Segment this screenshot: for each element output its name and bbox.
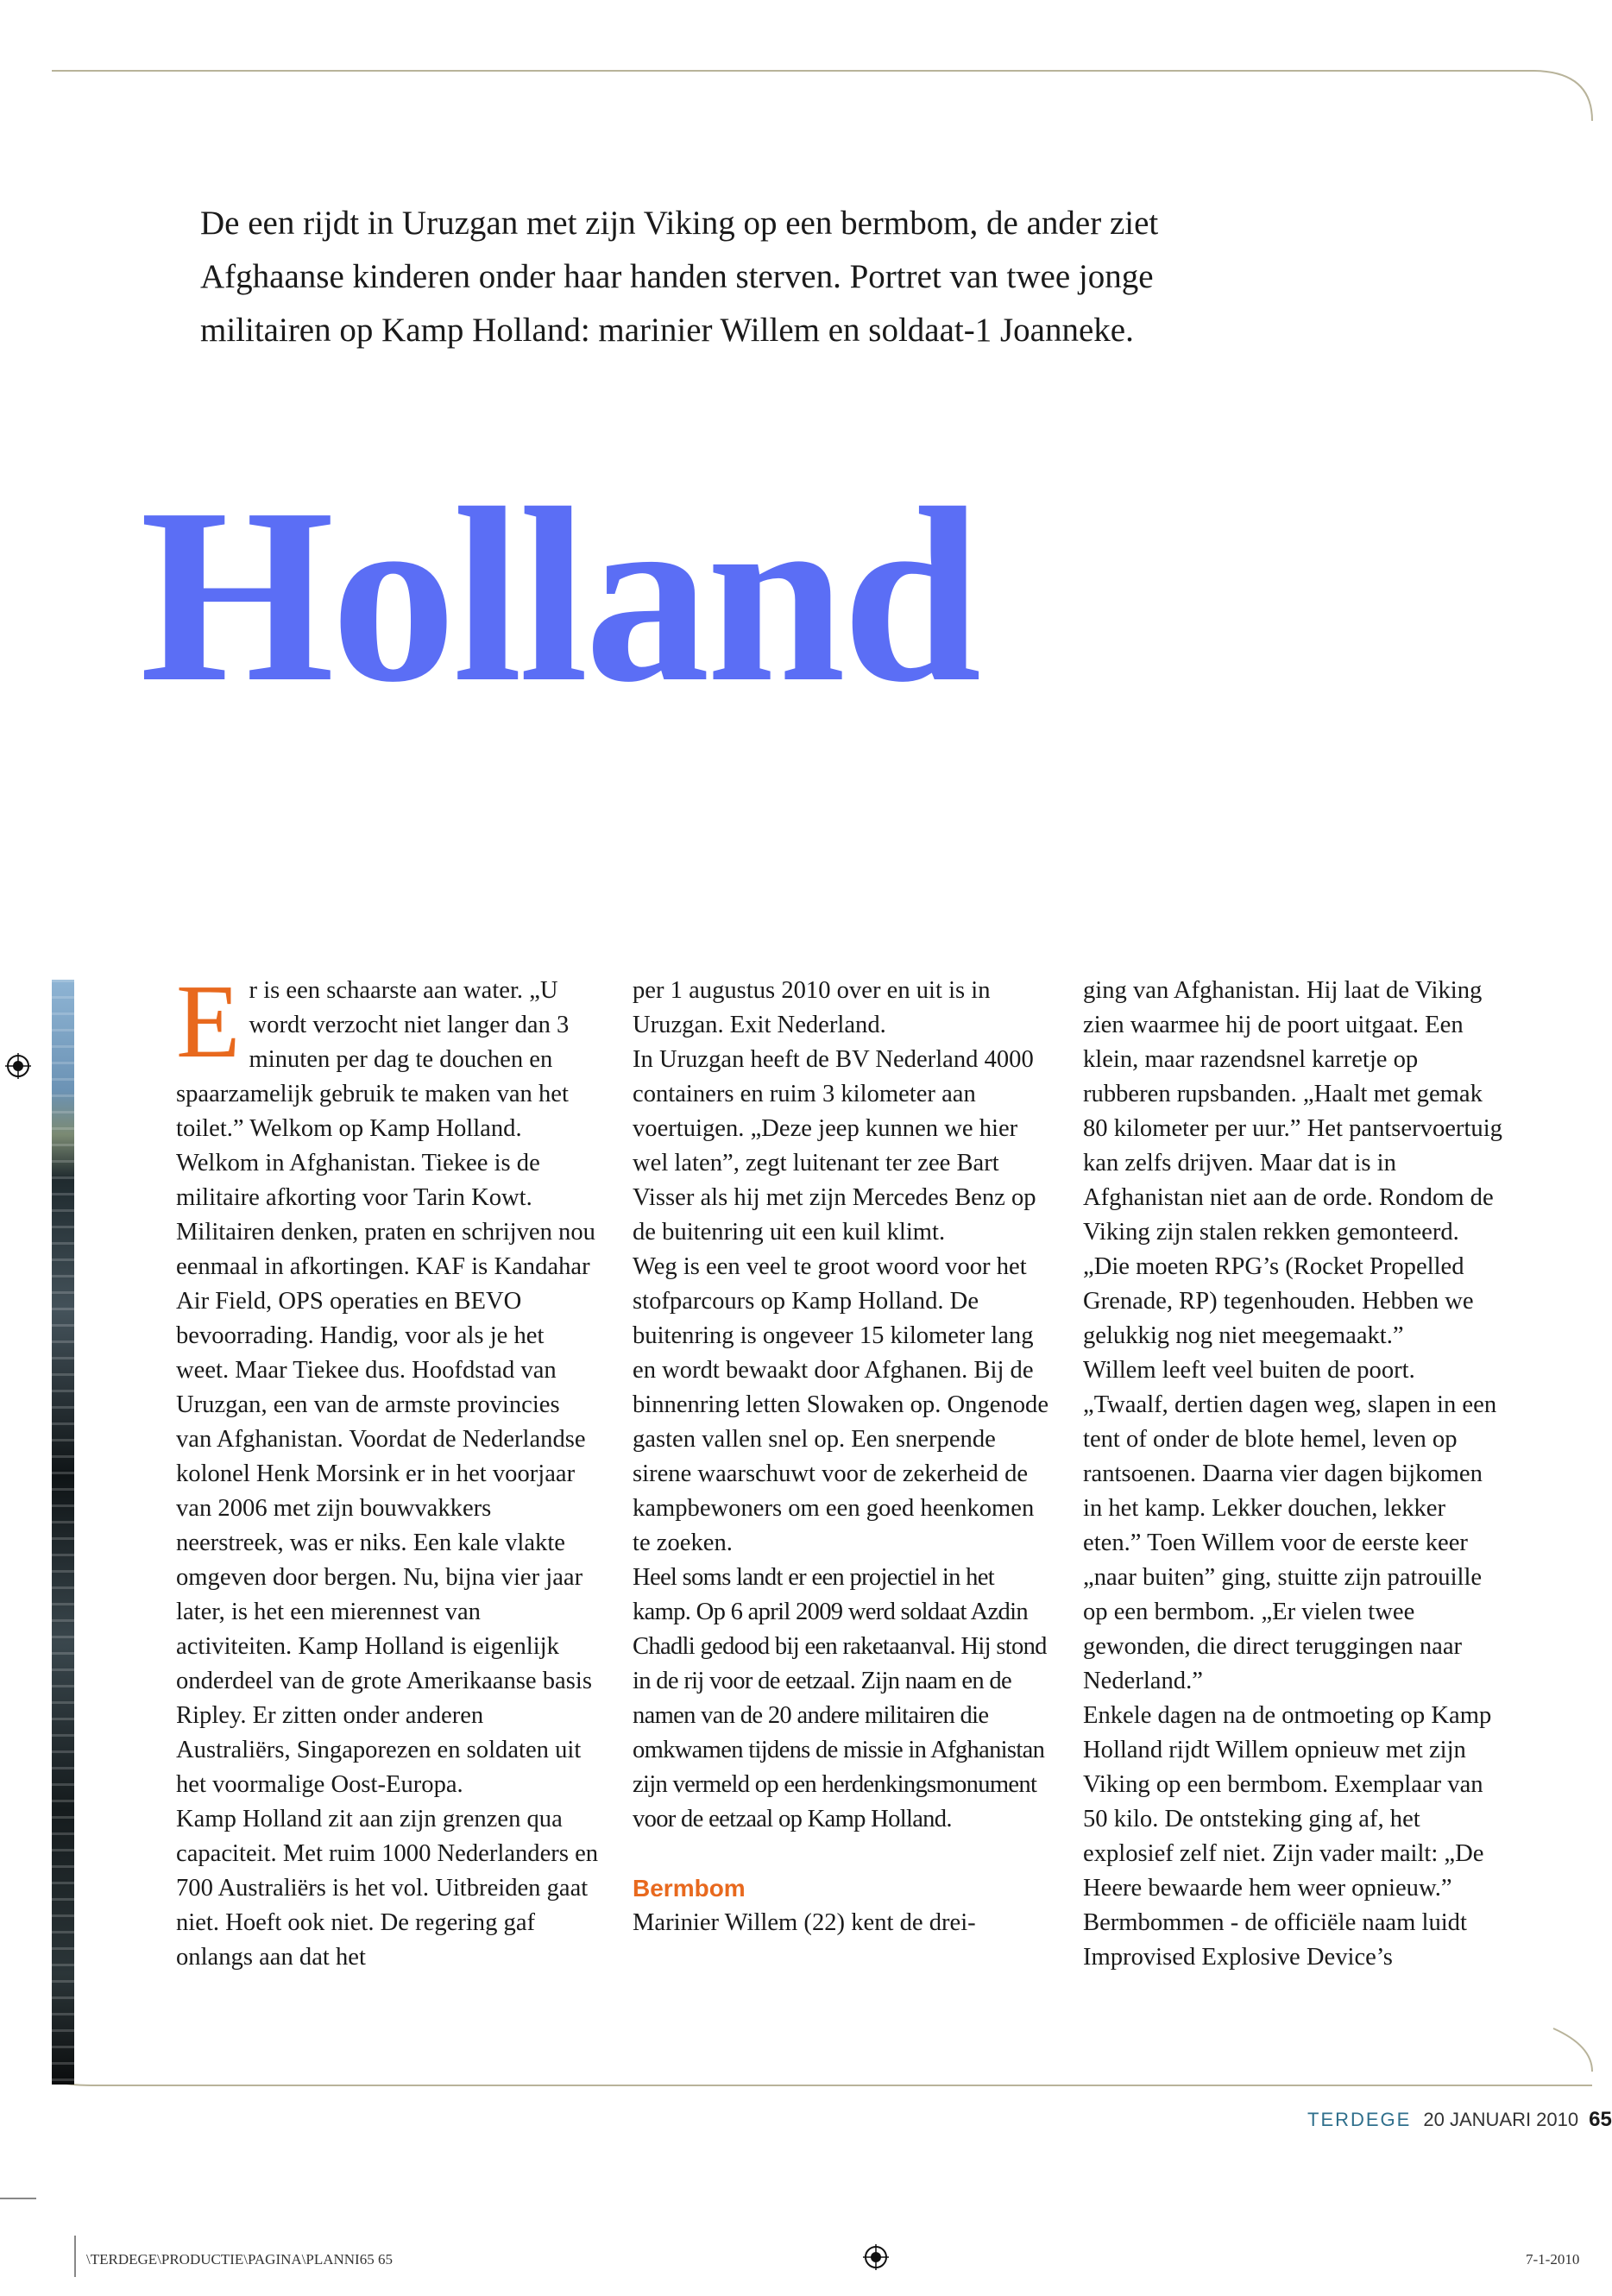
intro-text: De een rijdt in Uruzgan met zijn Viking op een bermbom, de ander ziet Afghaanse kinderen onder haar handen sterven. Portret van twee jonge militairen op Kamp Holland: marinier Willem en soldaat-1 Joanneke. xyxy=(200,205,1159,349)
photo-strip xyxy=(52,980,74,2085)
article-paragraph: ging van Afghanistan. Hij laat de Viking zien waarmee hij de poort uitgaat. Een klein, maar razendsnel karretje op rubberen rupsbanden. „Haalt met gemak 80 kilometer per uur.” Het pantservoertuig kan zelfs drijven. Maar dat is in Afghanistan niet aan de orde. Rondom de Viking zijn stalen rekken gemonteerd. „Die moeten RPG’s (Rocket Propelled Grenade, RP) tegenhouden. Hebben we gelukkig nog niet meegemaakt.” xyxy=(1083,977,1502,1349)
registration-mark-icon xyxy=(5,1053,31,1079)
article-paragraph: Willem leeft veel buiten de poort. „Twaalf, dertien dagen weg, slapen in een tent of onder de blote hemel, leven op rantsoenen. Daarna vier dagen bijkomen in het kamp. Lekker douchen, lekker eten.” Toen Willem voor de eerste keer „naar buiten” ging, stuitte zijn patrouille op een bermbom. „Er vielen twee gewonden, die direct teruggingen naar Nederland.” xyxy=(1083,1357,1497,1694)
registration-mark-icon xyxy=(863,2244,889,2270)
article-paragraph: Er is een schaarste aan water. „U wordt verzocht niet langer dan 3 minuten per dag te douchen en spaarzamelijk gebruik te maken van het toilet.” Welkom op Kamp Holland. Welkom in Afghanistan. Tiekee is de militaire afkorting voor Tarin Kowt. Militairen denken, praten en schrijven nou eenmaal in afkortingen. KAF is Kandahar Air Field, OPS operaties en BEVO bevoorrading. Handig, voor als je het weet. Maar Tiekee dus. Hoofdstad van Uruzgan, een van de armste provincies van Afghanistan. Voordat de Nederlandse kolonel Henk Morsink er in het voorjaar van 2006 met zijn bouwvakkers neerstreek, was er niks. Een kale vlakte omgeven door bergen. Nu, bijna vier jaar later, is het een mierennest van activiteiten. Kamp Holland is eigenlijk onderdeel van de grote Amerikaanse basis Ripley. Er zitten onder anderen Australiërs, Singaporezen en soldaten uit het voormalige Oost-Europa. xyxy=(176,963,595,1798)
article-paragraph: Marinier Willem (22) kent de drei- xyxy=(633,1909,976,1936)
page-title: Holland xyxy=(140,457,979,734)
drop-cap: E xyxy=(176,963,241,1080)
article-paragraph: In Uruzgan heeft de BV Nederland 4000 containers en ruim 3 kilometer aan voertuigen. „Deze jeep kunnen we hier wel laten”, zegt luitenant ter zee Bart Visser als hij met zijn Mercedes Benz op de buitenring uit een kuil klimt. xyxy=(633,1046,1036,1246)
article-paragraph: Weg is een veel te groot woord voor het stofparcours op Kamp Holland. De buitenring is ongeveer 15 kilometer lang en wordt bewaakt door Afghanen. Bij de binnenring letten Slowaken op. Ongenode gasten vallen snel op. Een snerpende sirene waarschuwt voor de zekerheid de kampbewoners om een goed heenkomen te zoeken. xyxy=(633,1253,1049,1556)
magazine-name: TERDEGE xyxy=(1307,2109,1412,2130)
article-column-1 xyxy=(176,963,599,1975)
print-slug-path: \TERDEGE\PRODUCTIE\PAGINA\PLANNI65 65 xyxy=(86,2251,393,2268)
print-slug-date: 7-1-2010 xyxy=(1526,2251,1580,2268)
bottom-frame-rule xyxy=(0,2028,1592,2080)
section-subhead: Bermbom xyxy=(633,1875,746,1902)
page-footer xyxy=(1307,2108,1612,2132)
top-frame-rule xyxy=(0,0,1592,121)
article-paragraph: Kamp Holland zit aan zijn grenzen qua capaciteit. Met ruim 1000 Nederlanders en 700 Australiërs is het vol. Uitbreiden gaat niet. Hoeft ook niet. De regering gaf onlangs aan dat het xyxy=(176,1806,599,1971)
article-paragraph: Enkele dagen na de ontmoeting op Kamp Holland rijdt Willem opnieuw met zijn Viking op een bermbom. Exemplaar van 50 kilo. De ontsteking ging af, het explosief zelf niet. Zijn vader mailt: „De Heere bewaarde hem weer opnieuw.” xyxy=(1083,1702,1492,1902)
article-paragraph: Heel soms landt er een projectiel in het kamp. Op 6 april 2009 werd soldaat Azdin Chadli gedood bij een raketaanval. Hij stond in de rij voor de eetzaal. Zijn naam en de namen van de 20 andere militairen die omkwamen tijdens de missie in Afghanistan zijn vermeld op een herdenkingsmonument voor de eetzaal op Kamp Holland. xyxy=(633,1564,1047,1832)
article-column-3 xyxy=(1083,974,1506,1975)
issue-date: 20 JANUARI 2010 xyxy=(1423,2109,1579,2130)
left-edge-mark xyxy=(0,2198,36,2199)
article-column-2 xyxy=(633,974,1055,1940)
article-paragraph: Bermbommen - de officiële naam luidt Improvised Explosive Device’s xyxy=(1083,1909,1467,1971)
page-number: 65 xyxy=(1589,2108,1612,2131)
article-paragraph: per 1 augustus 2010 over en uit is in Uruzgan. Exit Nederland. xyxy=(633,977,991,1038)
left-slug-mark xyxy=(74,2236,76,2277)
